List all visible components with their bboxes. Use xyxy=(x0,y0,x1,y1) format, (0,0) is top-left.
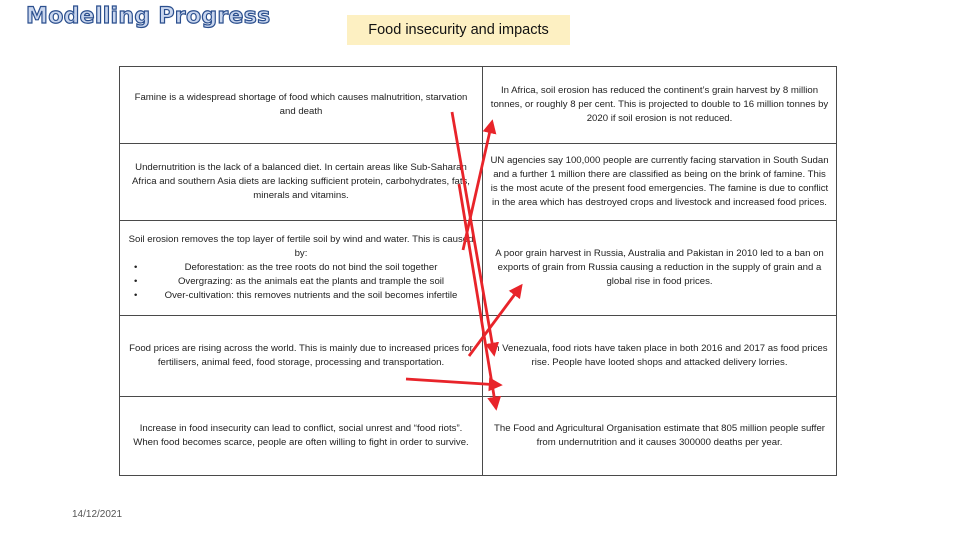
right-card-africa-soil[interactable]: In Africa, soil erosion has reduced the continent’s grain harvest by 8 million tonnes, or roughly 8 per cent. This is projected to double to 16 million tonnes by 2020 if soil erosion is not reduced. xyxy=(483,67,837,144)
arrow-undernutrition-to-fao xyxy=(459,184,496,408)
arrow-famine-to-south-sudan xyxy=(452,112,494,354)
soil-erosion-intro: Soil erosion removes the top layer of fertile soil by wind and water. This is caused by: xyxy=(128,234,474,259)
right-card-venezuela[interactable]: In Venezuala, food riots have taken place in both 2016 and 2017 as food prices rise. People have looted shops and attacked delivery lorries. xyxy=(483,316,837,397)
slide-date: 14/12/2021 xyxy=(72,509,123,520)
logo-text: Modelling Progress xyxy=(26,4,271,29)
bullet-icon: • xyxy=(134,290,138,301)
left-card-food-prices[interactable]: Food prices are rising across the world. This is mainly due to increased prices for fertilisers, animal feed, food storage, processing and transportation. xyxy=(120,316,483,397)
right-card-grain-harvest[interactable]: A poor grain harvest in Russia, Australia and Pakistan in 2010 led to a ban on exports of grain from Russia causing a reduction in the supply of grain and a global rise in food prices. xyxy=(483,221,837,316)
arrow-soil-to-africa xyxy=(463,122,492,250)
left-card-famine[interactable]: Famine is a widespread shortage of food which causes malnutrition, starvation and death xyxy=(120,67,483,144)
left-card-food-insecurity[interactable]: Increase in food insecurity can lead to conflict, social unrest and “food riots”. When food becomes scarce, people are often willing to fight in order to survive. xyxy=(120,397,483,476)
bullet-icon: • xyxy=(134,276,138,287)
right-card-south-sudan[interactable]: UN agencies say 100,000 people are currently facing starvation in South Sudan and a further 1 million there are classified as being on the brink of famine. This is the most acute of the present food emergencies. The famine is due to conflict in the area which has destroyed crops and livestock and increased food prices. xyxy=(483,144,837,221)
page-title: Food insecurity and impacts xyxy=(347,15,570,45)
cause-text: Overgrazing: as the animals eat the plants and trample the soil xyxy=(177,276,445,287)
cause-text: Deforestation: as the tree roots do not bind the soil together xyxy=(184,262,438,273)
arrow-insecurity-to-venezuela xyxy=(406,379,500,385)
bullet-icon: • xyxy=(134,262,138,273)
right-card-fao[interactable]: The Food and Agricultural Organisation estimate that 805 million people suffer from undernutrition and it causes 300000 deaths per year. xyxy=(483,397,837,476)
cause-text: Over-cultivation: this removes nutrients and the soil becomes infertile xyxy=(164,290,458,301)
left-card-undernutrition[interactable]: Undernutrition is the lack of a balanced diet. In certain areas like Sub-Saharan Africa and southern Asia diets are lacking sufficient protein, carbohydrates, fats, minerals and vitamins. xyxy=(120,144,483,221)
